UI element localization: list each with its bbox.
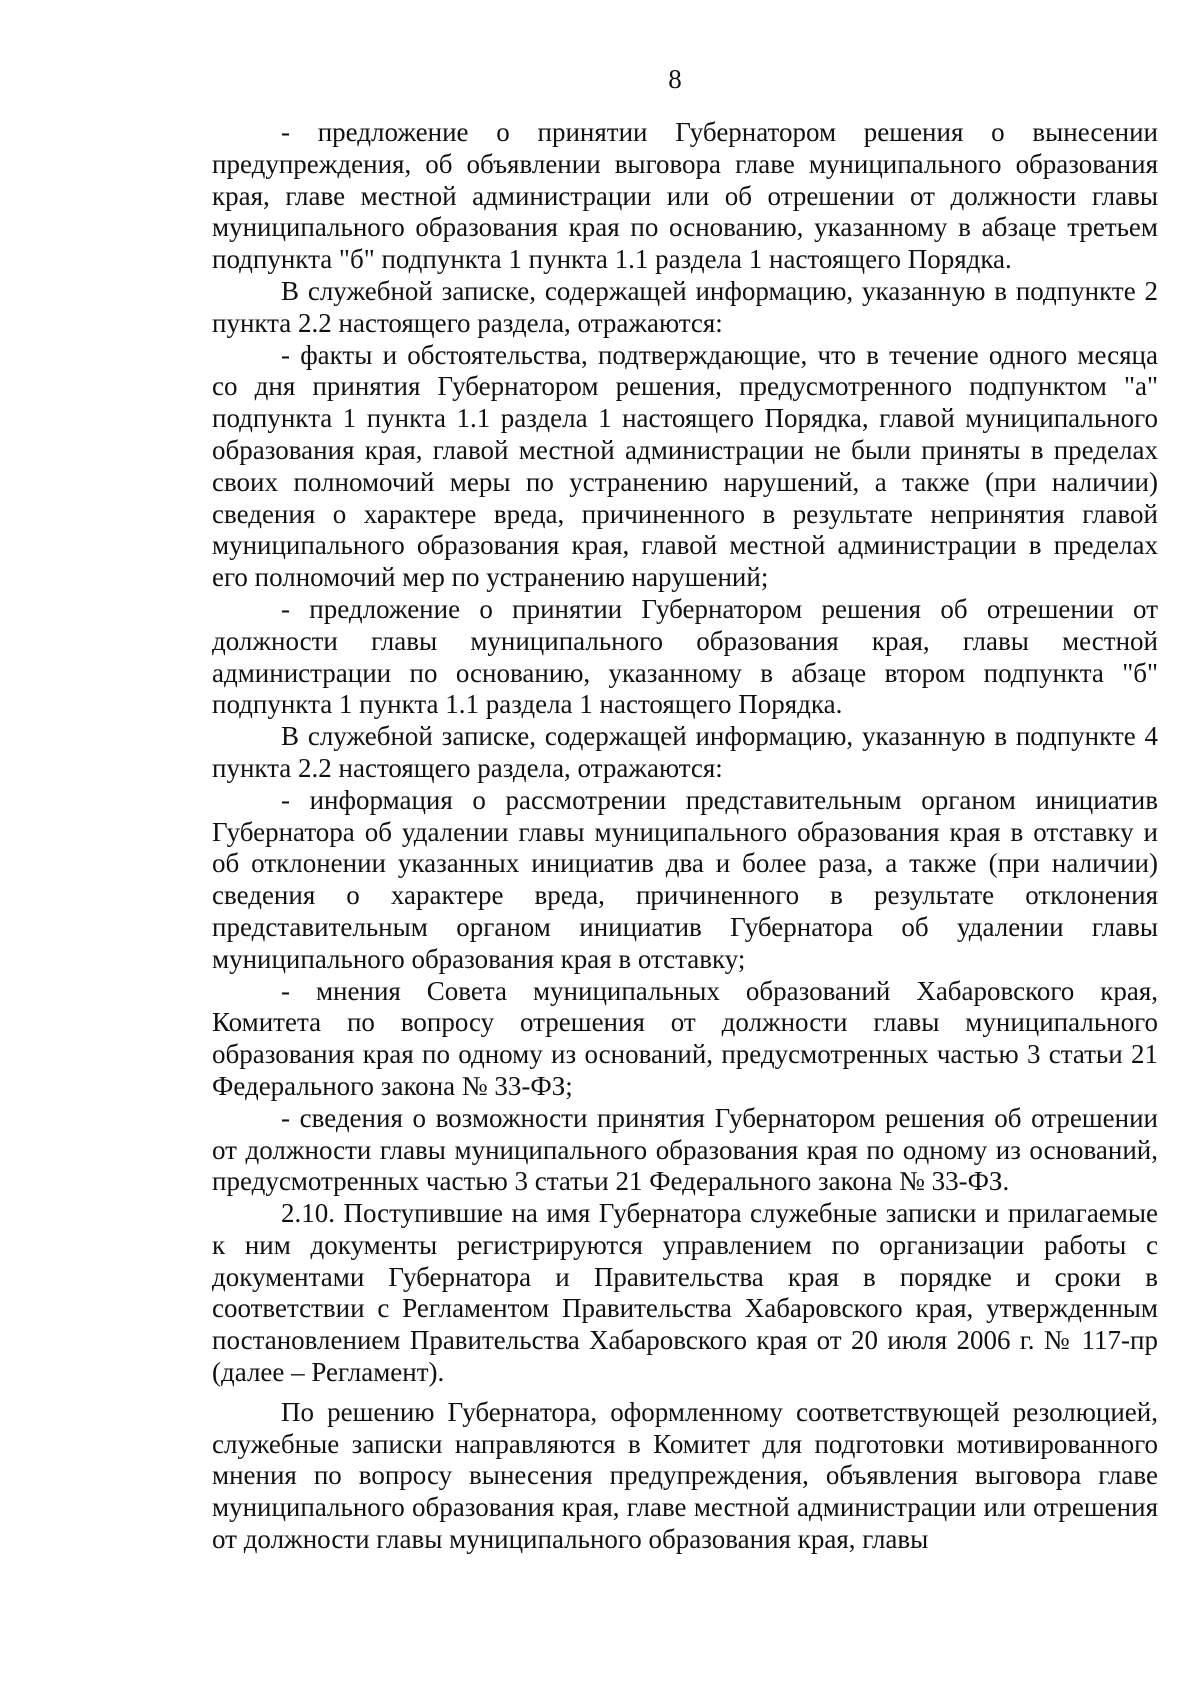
document-body (212, 117, 1158, 1556)
paragraph-memo-subpoint-4: В служебной записке, содержащей информацию, указанную в подпункте 4 пункта 2.2 настоящего раздела, отражаются: (212, 721, 1158, 783)
paragraph-initiatives-information: - информация о рассмотрении представительным органом инициатив Губернатора об удалении главы муниципального образования края в отставку и об отклонении указанных инициатив два и более раза, а также (при наличии) сведения о характере вреда, причиненного в результате отклонения представительным органом инициатив Губернатора об удалении главы муниципального образования края в отставку; (212, 784, 1158, 974)
paragraph-memo-subpoint-2: В служебной записке, содержащей информацию, указанную в подпункте 2 пункта 2.2 настоящего раздела, отражаются: (212, 275, 1158, 338)
paragraph-council-opinions: - мнения Совета муниципальных образований Хабаровского края, Комитета по вопросу отрешения от должности главы муниципального образования края по одному из оснований, предусмотренных частью 3 статьи 21 Федерального закона № 33-ФЗ; (212, 975, 1158, 1101)
paragraph-facts-circumstances: - факты и обстоятельства, подтверждающие, что в течение одного месяца со дня принятия Губернатором решения, предусмотренного подпунктом "а" подпункта 1 пункта 1.1 раздела 1 настоящего Порядка, главой муниципального образования края, главой местной администрации не были приняты в пределах своих полномочий меры по устранению нарушений, а также (при наличии) сведения о характере вреда, причиненного в результате непринятия главой муниципального образования края, главой местной администрации в пределах его полномочий мер по устранению нарушений; (212, 339, 1158, 593)
paragraph-removal-possibility: - сведения о возможности принятия Губернатором решения об отрешении от должности главы муниципального образования края по одному из оснований, предусмотренных частью 3 статьи 21 Федерального закона № 33-ФЗ. (212, 1102, 1158, 1197)
page-number: 8 (668, 64, 682, 94)
paragraph-section-2-10: 2.10. Поступившие на имя Губернатора служебные записки и прилагаемые к ним документы регистрируются управлением по организации работы с документами Губернатора и Правительства края в порядке и сроки в соответствии с Регламентом Правительства Хабаровского края, утвержденным постановлением Правительства Хабаровского края от 20 июля 2006 г. № 117-пр (далее – Регламент). (212, 1198, 1158, 1388)
paragraph-removal-proposal: - предложение о принятии Губернатором решения об отрешении от должности главы муниципального образования края, главы местной администрации по основанию, указанному в абзаце втором подпункта "б" подпункта 1 пункта 1.1 раздела 1 настоящего Порядка. (212, 593, 1158, 720)
paragraph-governor-decision: По решению Губернатора, оформленному соответствующей резолюцией, служебные записки направляются в Комитет для подготовки мотивированного мнения по вопросу вынесения предупреждения, объявления выговора главе муниципального образования края, главе местной администрации или отрешения от должности главы муниципального образования края, главы (212, 1396, 1158, 1555)
paragraph-warning-proposal: - предложение о принятии Губернатором решения о вынесении предупреждения, об объявлении выговора главе муниципального образования края, главе местной администрации или об отрешении от должности главы муниципального образования края по основанию, указанному в абзаце третьем подпункта "б" подпункта 1 пункта 1.1 раздела 1 настоящего Порядка. (212, 117, 1158, 275)
